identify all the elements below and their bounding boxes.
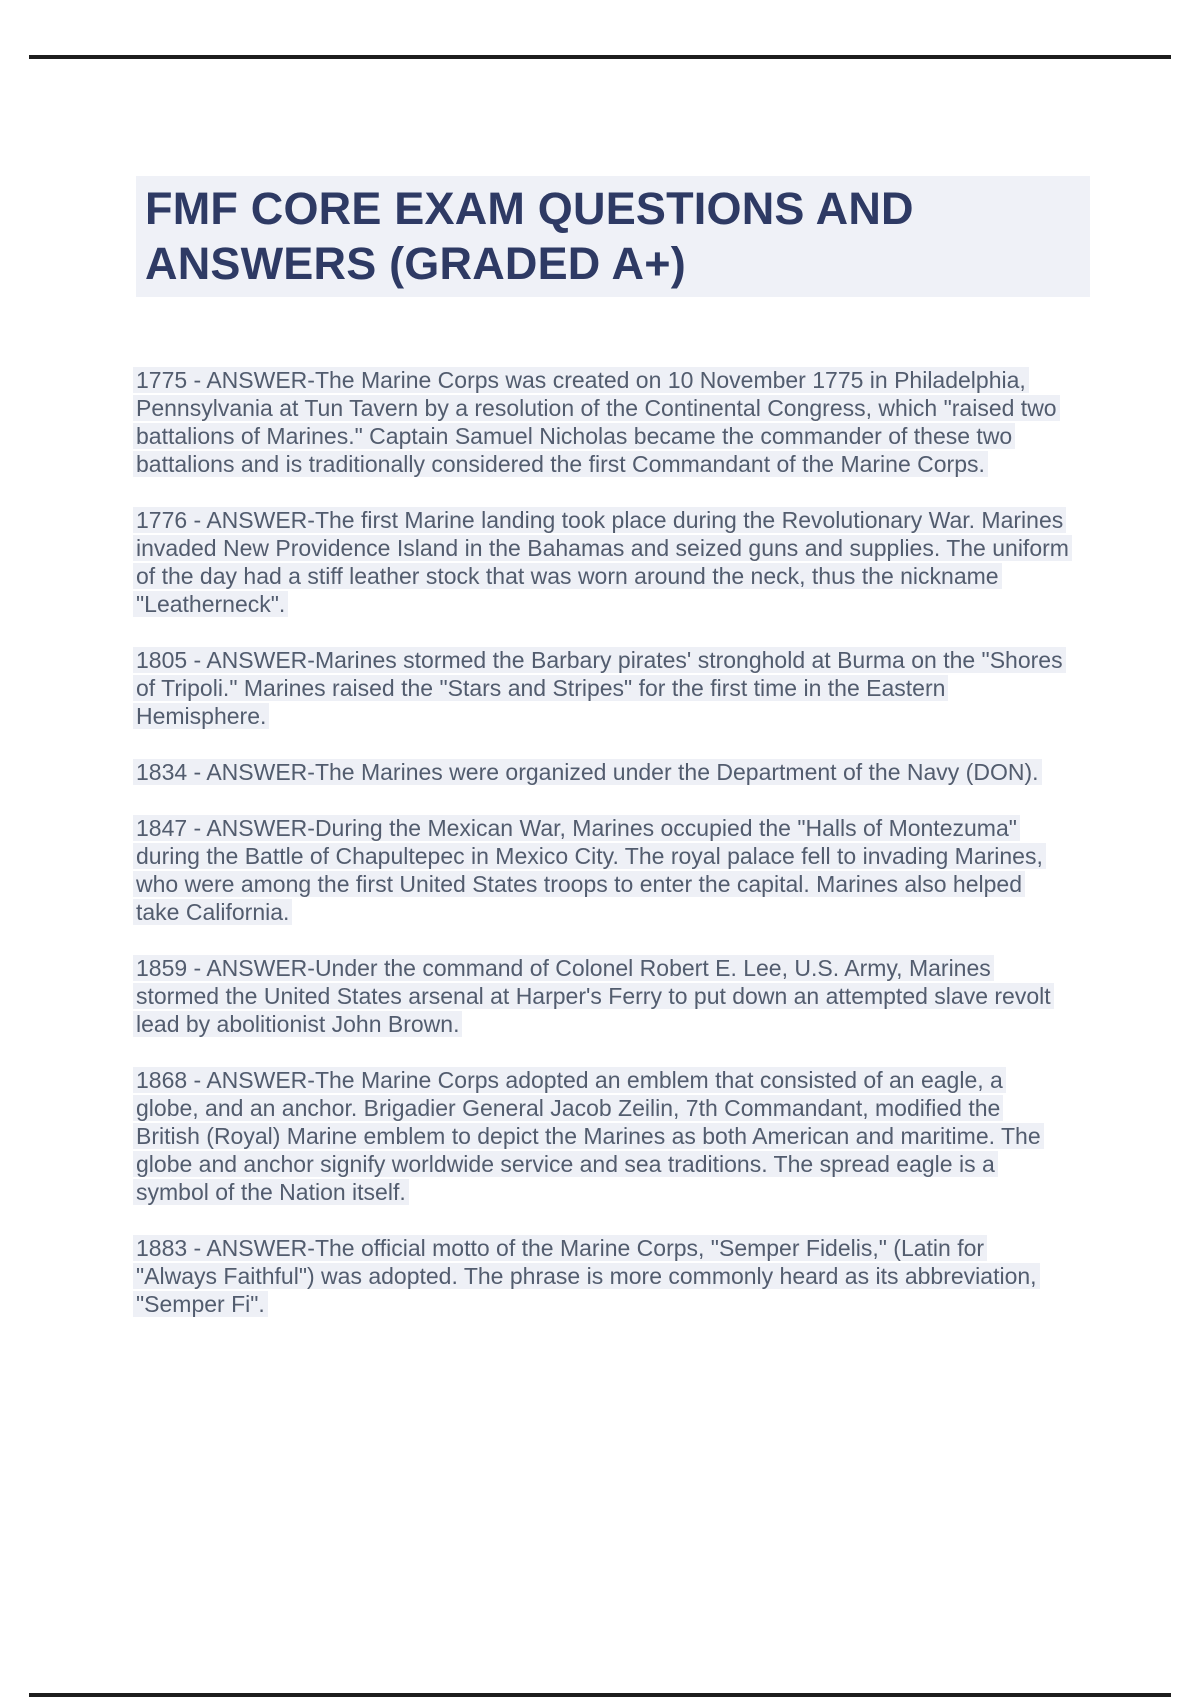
top-horizontal-rule xyxy=(29,55,1171,59)
qa-paragraph-1775-text: 1775 - ANSWER-The Marine Corps was created on 10 November 1775 in Philadelphia, Pennsylvania at Tun Tavern by a resolution of the Continental Congress, which "raised two battalions of Marines." Captain Samuel Nicholas became the commander of these two battalions and is traditionally considered the first Commandant of the Marine Corps. xyxy=(133,367,1060,477)
qa-paragraph-1776-text: 1776 - ANSWER-The first Marine landing took place during the Revolutionary War. Marines invaded New Providence Island in the Bahamas and seized guns and supplies. The uniform of the day had a stiff leather stock that was worn around the neck, thus the nickname "Leatherneck". xyxy=(133,507,1072,617)
qa-paragraph-1775 xyxy=(133,366,1070,478)
qa-paragraph-1847 xyxy=(133,814,1070,926)
qa-paragraph-1883-text: 1883 - ANSWER-The official motto of the Marine Corps, "Semper Fidelis," (Latin for "Always Faithful") was adopted. The phrase is more commonly heard as its abbreviation, "Semper Fi". xyxy=(133,1235,1040,1317)
qa-paragraph-1776 xyxy=(133,506,1070,618)
document-body xyxy=(133,366,1070,1346)
qa-paragraph-1805-text: 1805 - ANSWER-Marines stormed the Barbary pirates' stronghold at Burma on the "Shores of Tripoli." Marines raised the "Stars and Stripes" for the first time in the Eastern Hemisphere. xyxy=(133,647,1066,729)
qa-paragraph-1859-text: 1859 - ANSWER-Under the command of Colonel Robert E. Lee, U.S. Army, Marines stormed the United States arsenal at Harper's Ferry to put down an attempted slave revolt lead by abolitionist John Brown. xyxy=(133,955,1054,1037)
qa-paragraph-1805 xyxy=(133,646,1070,730)
qa-paragraph-1847-text: 1847 - ANSWER-During the Mexican War, Marines occupied the "Halls of Montezuma" during the Battle of Chapultepec in Mexico City. The royal palace fell to invading Marines, who were among the first United States troops to enter the capital. Marines also helped take California. xyxy=(133,815,1046,925)
qa-paragraph-1834-text: 1834 - ANSWER-The Marines were organized under the Department of the Navy (DON). xyxy=(133,759,1042,785)
bottom-horizontal-rule xyxy=(29,1693,1171,1697)
qa-paragraph-1868 xyxy=(133,1066,1070,1206)
qa-paragraph-1834 xyxy=(133,758,1070,786)
qa-paragraph-1868-text: 1868 - ANSWER-The Marine Corps adopted an emblem that consisted of an eagle, a globe, and an anchor. Brigadier General Jacob Zeilin, 7th Commandant, modified the British (Royal) Marine emblem to depict the Marines as both American and maritime. The globe and anchor signify worldwide service and sea traditions. The spread eagle is a symbol of the Nation itself. xyxy=(133,1067,1044,1205)
qa-paragraph-1883 xyxy=(133,1234,1070,1318)
qa-paragraph-1859 xyxy=(133,954,1070,1038)
document-title: FMF CORE EXAM QUESTIONS AND ANSWERS (GRADED A+) xyxy=(136,176,1090,297)
